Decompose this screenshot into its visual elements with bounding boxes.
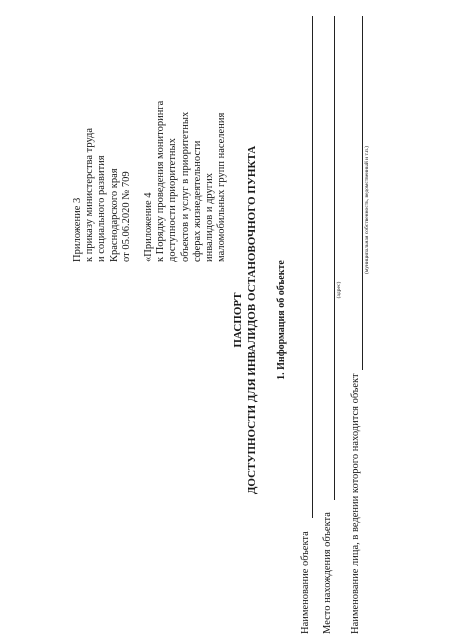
location-hint: (адрес) — [336, 281, 342, 299]
procedure-line: объектов и услуг в приоритетных — [179, 111, 191, 262]
section-heading: 1. Информация об объекте — [276, 260, 287, 380]
object-location-line — [334, 16, 335, 500]
procedure-line: маломобильных групп населения — [216, 112, 228, 262]
object-name-line — [312, 16, 313, 518]
document-subtitle: ДОСТУПНОСТИ ДЛЯ ИНВАЛИДОВ ОСТАНОВОЧНОГО ПУНКТА — [246, 145, 258, 495]
procedure-line: доступности приоритетных — [167, 138, 179, 262]
procedure-line: инвалидов и других — [204, 173, 216, 262]
object-owner-label: Наименование лица, в ведении которого находится объект — [350, 373, 361, 634]
object-owner-line — [362, 16, 363, 370]
approval-line: и социального развития — [96, 155, 108, 262]
procedure-line: сферах жизнедеятельности — [191, 140, 203, 262]
approval-line: Краснодарского края — [108, 168, 120, 262]
object-name-label: Наименование объекта — [300, 531, 311, 634]
approval-line: Приложение 3 — [72, 197, 83, 262]
approval-line: от 05.06.2020 № 709 — [120, 171, 132, 262]
object-location-label: Место нахождения объекта — [322, 512, 333, 634]
spacer — [133, 32, 143, 262]
procedure-line: «Приложение 4 — [143, 192, 155, 262]
approval-line: к приказу министерства труда — [84, 127, 96, 262]
owner-hint: (муниципальная собственность, ведомственный и т.п.) — [364, 146, 370, 274]
document-title: ПАСПОРТ — [232, 292, 244, 348]
approval-block — [72, 32, 228, 262]
procedure-line: к Порядку проведения мониторинга — [155, 100, 167, 262]
